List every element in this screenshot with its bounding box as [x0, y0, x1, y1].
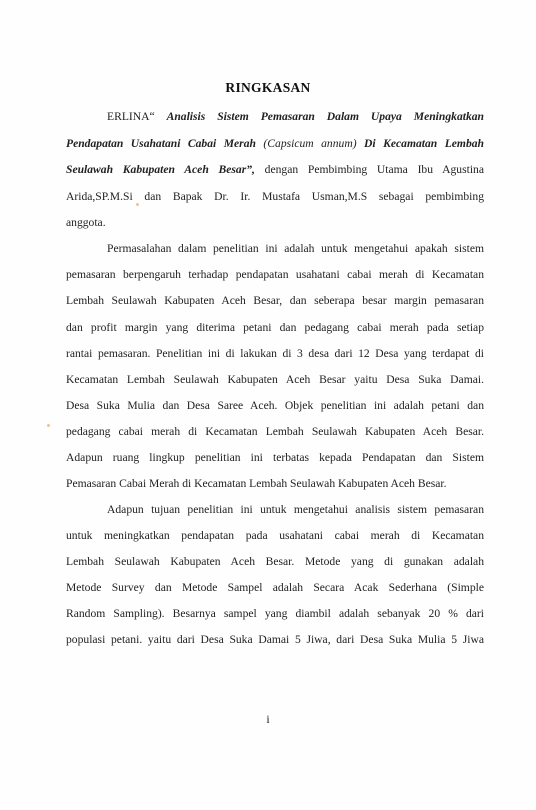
thesis-title-part-4: Seulawah Kabupaten Aceh Besar”, — [66, 163, 255, 176]
paragraph-2-line-10: Pemasaran Cabai Merah di Kecamatan Lembah Seulawah Kabupaten Aceh Besar. — [66, 477, 447, 490]
paragraph-2-line-9: Adapun ruang lingkup penelitian ini terbatas kepada Pendapatan dan Sistem — [66, 451, 484, 464]
paragraph-2-line-6: Kecamatan Lembah Seulawah Kabupaten Aceh Besar yaitu Desa Suka Damai. — [66, 373, 484, 386]
paragraph-1-line-4: Arida,SP.M.Si dan Bapak Dr. Ir. Mustafa Usman,M.S sebagai pembimbing — [66, 190, 484, 203]
paragraph-1-line-3 — [66, 163, 484, 177]
paragraph-2-line-3: Lembah Seulawah Kabupaten Aceh Besar, dan seberapa besar margin pemasaran — [66, 294, 484, 307]
paragraph-1-line-5: anggota. — [66, 216, 106, 229]
page-number: i — [266, 712, 270, 726]
paragraph-1-line-1 — [107, 110, 484, 124]
paragraph-3-line-6: populasi petani. yaitu dari Desa Suka Damai 5 Jiwa, dari Desa Suka Mulia 5 Jiwa — [66, 633, 484, 646]
thesis-title-part-3: Di Kecamatan Lembah — [364, 137, 484, 150]
scan-speck — [47, 424, 50, 427]
paragraph-2-line-4: dan profit margin yang diterima petani dan pedagang cabai merah pada setiap — [66, 321, 484, 334]
thesis-title-part-2: Pendapatan Usahatani Cabai Merah — [66, 137, 256, 150]
paragraph-2-line-1: Permasalahan dalam penelitian ini adalah untuk mengetahui apakah sistem — [107, 242, 484, 255]
paragraph-2-line-8: pedagang cabai merah di Kecamatan Lembah Seulawah Kabupaten Aceh Besar. — [66, 425, 484, 438]
paragraph-2-line-2: pemasaran berpengaruh terhadap pendapatan usahatani cabai merah di Kecamatan — [66, 268, 484, 281]
paragraph-2-line-5: rantai pemasaran. Penelitian ini di lakukan di 3 desa dari 12 Desa yang terdapat di — [66, 347, 484, 360]
paragraph-1-line-2 — [66, 137, 484, 151]
thesis-title-part-1: Analisis Sistem Pemasaran Dalam Upaya Meningkatkan — [166, 110, 485, 123]
scan-speck — [136, 203, 139, 206]
latin-name: (Capsicum annum) — [263, 137, 357, 150]
paragraph-3-line-1: Adapun tujuan penelitian ini untuk mengetahui analisis sistem pemasaran — [107, 503, 484, 516]
author-name: ERLINA“ — [107, 110, 155, 123]
paragraph-3-line-3: Lembah Seulawah Kabupaten Aceh Besar. Metode yang di gunakan adalah — [66, 555, 484, 568]
paragraph-3-line-4: Metode Survey dan Metode Sampel adalah Secara Acak Sederhana (Simple — [66, 581, 484, 594]
paragraph-2-line-7: Desa Suka Mulia dan Desa Saree Aceh. Objek penelitian ini adalah petani dan — [66, 399, 484, 412]
page-title: RINGKASAN — [225, 80, 311, 95]
supervisor-text: dengan Pembimbing Utama Ibu Agustina — [264, 163, 484, 176]
paragraph-3-line-5: Random Sampling). Besarnya sampel yang diambil adalah sebanyak 20 % dari — [66, 607, 484, 620]
paragraph-3-line-2: untuk meningkatkan pendapatan pada usahatani cabai merah di Kecamatan — [66, 529, 484, 542]
